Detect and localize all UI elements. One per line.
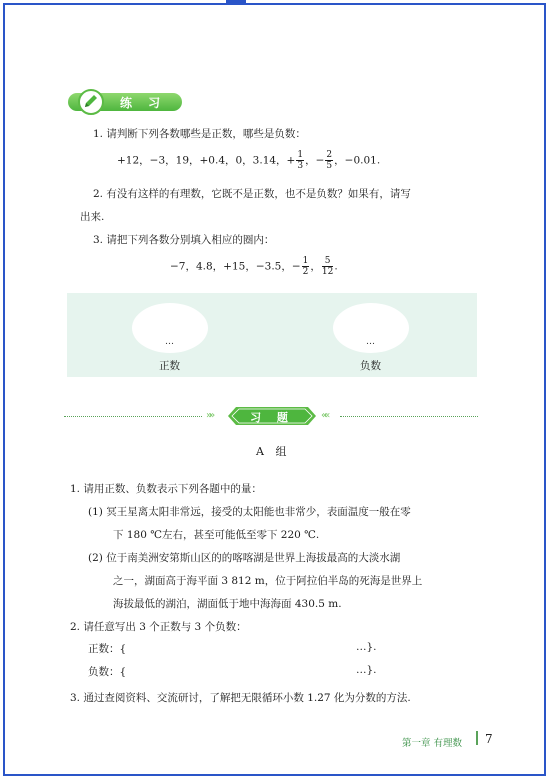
footer-divider <box>476 731 478 745</box>
divider-left <box>64 416 202 417</box>
negative-set-label: 负数 <box>360 360 381 372</box>
exercise-3: 3. 通过查阅资料、交流研讨，了解把无限循环小数 1.2̇7̇ 化为分数的方法. <box>70 692 411 704</box>
practice-q2-line2: 出来. <box>80 211 105 223</box>
pencil-icon <box>78 89 104 115</box>
negative-set-dots: … <box>366 337 375 347</box>
positive-set-dots: … <box>165 337 174 347</box>
exercise-2-positive-close: …}. <box>356 641 377 653</box>
exercise-2: 2. 请任意写出 3 个正数与 3 个负数： <box>70 621 247 633</box>
q1-sep: ，− <box>305 154 325 167</box>
q1-frac-1: $\frac{1}{3}$ <box>297 150 304 171</box>
practice-q2-line1: 2. 有没有这样的有理数，它既不是正数，也不是负数？如果有，请写 <box>93 188 411 200</box>
chevrons-right-icon: «« <box>321 410 328 421</box>
q1-nums-b: ，−0.01. <box>334 154 381 167</box>
q3-nums-a: −7，4.8，+15，−3.5，− <box>170 260 301 273</box>
q3-frac-2: $\frac{5}{12}$ <box>321 256 334 277</box>
sets-box <box>67 293 477 377</box>
exercise-1: 1. 请用正数、负数表示下列各题中的量： <box>70 483 262 495</box>
top-marker <box>226 0 246 4</box>
q3-frac-1: $\frac{1}{2}$ <box>302 256 309 277</box>
exercise-section-title: 习 题 <box>250 411 294 424</box>
page-number: 7 <box>485 732 493 746</box>
footer-chapter: 第一章 有理数 <box>402 738 463 749</box>
group-heading: A 组 <box>256 445 291 458</box>
q1-nums-a: +12，−3，19，+0.4，0，3.14，+ <box>117 154 296 167</box>
exercise-banner <box>68 91 182 113</box>
chevrons-left-icon: »» <box>206 410 213 421</box>
practice-q3-numbers <box>170 256 338 277</box>
exercise-1-2-b: 之一，湖面高于海平面 3 812 m，位于阿拉伯半岛的死海是世界上 <box>113 575 423 587</box>
q3-end: . <box>334 260 338 273</box>
practice-q1-numbers <box>117 150 380 171</box>
exercise-1-2-c: 海拔最低的湖泊，湖面低于地中海海面 430.5 m. <box>113 598 342 610</box>
q1-frac-2: $\frac{2}{5}$ <box>326 150 333 171</box>
page-border <box>3 3 546 776</box>
q3-sep: ， <box>310 260 321 273</box>
exercise-2-negative-close: …}. <box>356 664 377 676</box>
exercise-1-1-a: (1) 冥王星离太阳非常远，接受的太阳能也非常少，表面温度一般在零 <box>88 506 411 518</box>
positive-set-label: 正数 <box>159 360 180 372</box>
exercise-1-2-a: (2) 位于南美洲安第斯山区的的喀喀湖是世界上海拔最高的大淡水湖 <box>88 552 401 564</box>
divider-right <box>340 416 478 417</box>
exercise-section-badge <box>228 407 316 425</box>
practice-q1: 1. 请判断下列各数哪些是正数，哪些是负数： <box>93 128 306 140</box>
exercise-2-positive-label: 正数：{ <box>88 643 127 655</box>
exercise-2-negative-label: 负数：{ <box>88 666 127 678</box>
exercise-1-1-b: 下 180 ℃左右，甚至可能低至零下 220 ℃. <box>113 529 320 541</box>
practice-q3: 3. 请把下列各数分别填入相应的圈内： <box>93 234 275 246</box>
banner-title: 练 习 <box>120 96 167 110</box>
